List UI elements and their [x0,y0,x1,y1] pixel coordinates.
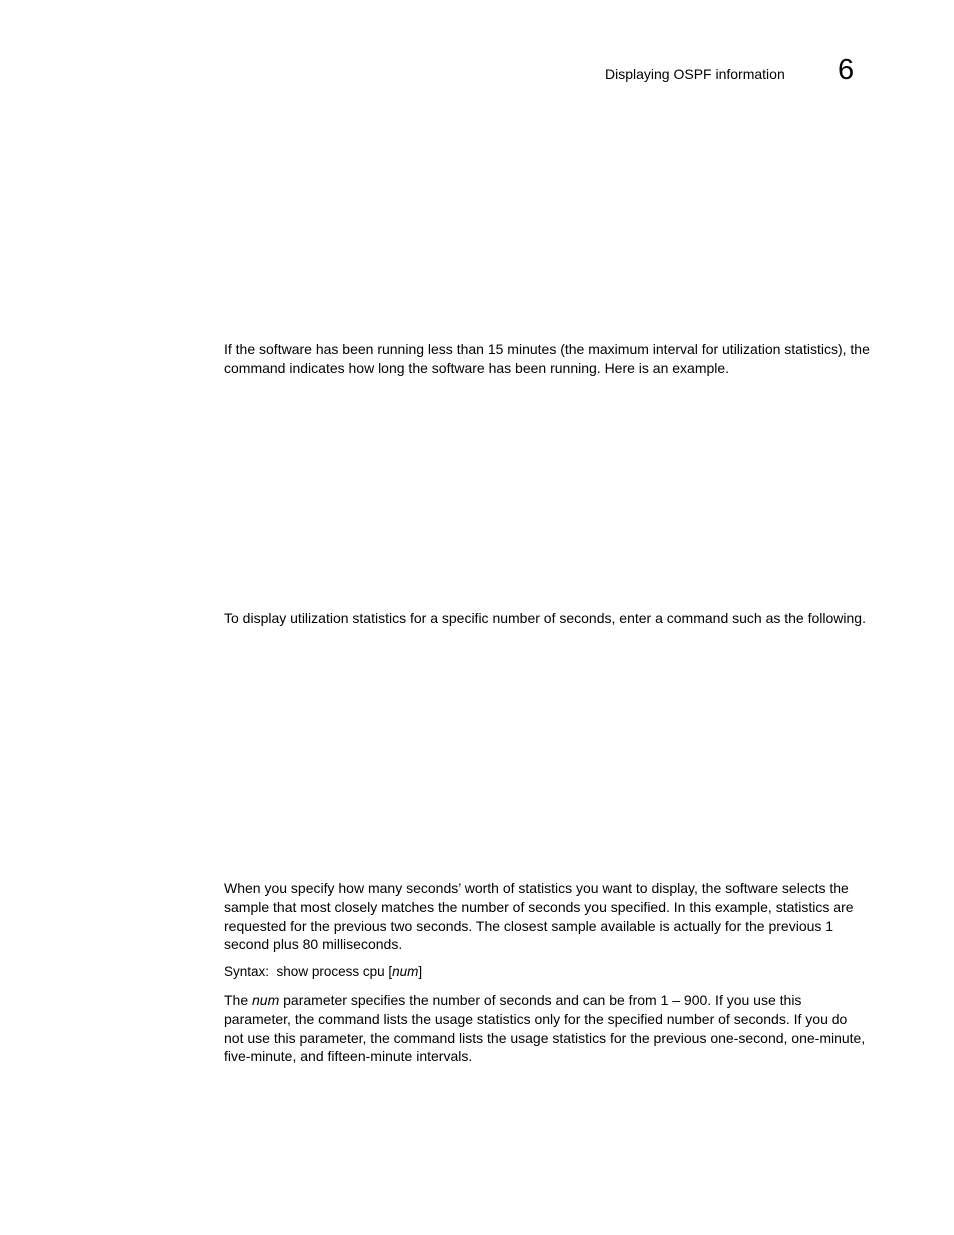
chapter-number: 6 [838,54,855,86]
param-desc-rest: parameter specifies the number of seconds and can be from 1 – 900. If you use this parameter, the command lists the usage statistics only for the specified number of seconds. If you do not use this parameter, the command lists the usage statistics for the previous one-second, one-minute, five-minute, and fifteen-minute intervals. [224,992,866,1065]
syntax-close-bracket: ] [418,964,423,979]
param-desc-param: num [252,992,280,1008]
syntax-param: num [392,964,419,979]
paragraph-seconds-intro: To display utilization statistics for a specific number of seconds, enter a command such as the following. [224,610,866,626]
syntax-command: show process cpu [276,964,385,979]
syntax-open-bracket: [ [388,964,393,979]
paragraph-param-description [224,991,870,1066]
param-desc-lead: The [224,992,249,1008]
paragraph-sample-selection: When you specify how many seconds’ worth of statistics you want to display, the software selects the sample that most closely matches the number of seconds you specified. In this example, statistics are requested for the previous two seconds. The closest sample available is actually for the previous 1 second plus 80 milliseconds. [224,880,854,953]
syntax-line [224,963,422,981]
section-title: Displaying OSPF information [605,66,785,82]
paragraph-uptime-note: If the software has been running less than 15 minutes (the maximum interval for utilization statistics), the command indicates how long the software has been running. Here is an example. [224,341,870,376]
syntax-label: Syntax: [224,964,270,979]
